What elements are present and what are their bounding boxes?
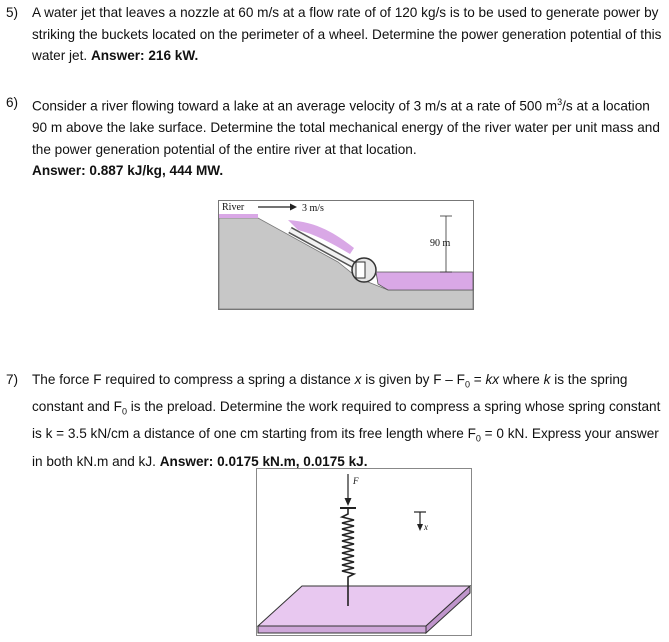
problem-statement-part: = 0 kN. Express your answer in both kN.m and kJ. [32,426,659,469]
problem-5 [6,2,662,67]
problem-6 [6,92,662,182]
problem-statement-part: is given by F – F [361,372,465,387]
problem-statement-part: Consider a river flowing toward a lake at an average velocity of 3 m/s at a rate of 500 m [32,98,558,114]
problem-number: 5) [6,5,19,20]
base-plate-edge [258,626,426,633]
superscript: 3 [557,97,563,107]
problem-statement-part: is the spring constant and F [32,372,628,415]
problem-number: 7) [6,372,19,387]
velocity-label: 3 m/s [302,203,324,214]
problem-text [32,369,662,472]
variable: x [354,372,362,387]
variable: k [543,372,551,387]
problem-statement-part: where [499,372,544,387]
displacement-label: x [424,522,428,532]
problem-statement: A water jet that leaves a nozzle at 60 m/s at a flow rate of of 120 kg/s is to be used to generate power by striking the buckets located on the perimeter of a wheel. Determine the power generation potential of this water jet. [32,5,662,63]
subscript: 0 [464,379,470,390]
subscript: 0 [475,434,481,445]
answer: Answer: 216 kW. [90,48,199,63]
problem-7 [6,369,662,472]
answer: Answer: 0.0175 kN.m, 0.0175 kJ. [159,453,368,469]
spring-diagram [256,468,472,636]
variable: kx [485,372,500,387]
river-lake-figure [218,200,474,310]
problem-text [32,2,662,67]
problem-statement-part: = [469,372,486,387]
lake-water [376,272,473,290]
height-label: 90 m [430,238,451,249]
problem-statement-part: /s at a location 90 m above the lake surface. Determine the total mechanical energy of the river water per unit mass and the power generation potential of the entire river at that location. [32,98,660,157]
river-lake-diagram [218,200,474,310]
problem-statement-part: The force F required to compress a spring a distance [32,372,355,387]
problem-text [32,92,662,182]
river-water [219,214,258,218]
problem-statement-part: is the preload. Determine the work required to compress a spring whose spring constant is k = 3.5 kN/cm a distance of one cm starting from its free length where F [32,399,661,442]
river-label: River [222,202,245,213]
force-label: F [353,476,359,486]
turbine [356,262,365,278]
problem-number: 6) [6,95,19,110]
subscript: 0 [121,406,127,417]
spring-figure [256,468,472,636]
answer: Answer: 0.887 kJ/kg, 444 MW. [32,163,224,179]
